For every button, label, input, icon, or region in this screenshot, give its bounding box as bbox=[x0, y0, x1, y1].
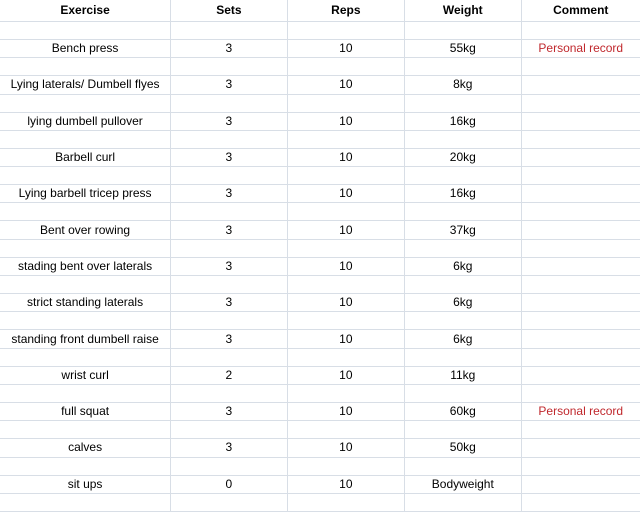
empty-cell-sets[interactable] bbox=[171, 130, 287, 148]
cell-sets[interactable]: 3 bbox=[171, 402, 287, 420]
cell-comment[interactable] bbox=[521, 366, 640, 384]
empty-cell-exercise[interactable] bbox=[0, 22, 171, 40]
empty-cell-reps[interactable] bbox=[287, 58, 404, 76]
empty-cell-weight[interactable] bbox=[405, 348, 521, 366]
table-row bbox=[0, 294, 640, 312]
cell-reps[interactable]: 10 bbox=[287, 40, 404, 58]
cell-comment[interactable] bbox=[521, 76, 640, 94]
cell-weight[interactable]: 8kg bbox=[405, 76, 521, 94]
empty-cell-comment[interactable] bbox=[521, 203, 640, 221]
empty-cell-reps[interactable] bbox=[287, 94, 404, 112]
cell-comment[interactable]: Personal record bbox=[521, 402, 640, 420]
table-row bbox=[0, 366, 640, 384]
cell-weight[interactable]: Bodyweight bbox=[405, 475, 521, 493]
empty-cell-sets[interactable] bbox=[171, 384, 287, 402]
empty-cell-comment[interactable] bbox=[521, 276, 640, 294]
table-row bbox=[0, 112, 640, 130]
empty-cell-weight[interactable] bbox=[405, 94, 521, 112]
empty-cell-reps[interactable] bbox=[287, 22, 404, 40]
cell-reps[interactable]: 10 bbox=[287, 148, 404, 166]
empty-row bbox=[0, 276, 640, 294]
empty-cell-comment[interactable] bbox=[521, 493, 640, 511]
empty-cell-comment[interactable] bbox=[521, 457, 640, 475]
cell-sets[interactable]: 2 bbox=[171, 366, 287, 384]
empty-row bbox=[0, 457, 640, 475]
empty-cell-sets[interactable] bbox=[171, 94, 287, 112]
cell-exercise[interactable]: full squat bbox=[0, 402, 171, 420]
cell-sets[interactable]: 3 bbox=[171, 221, 287, 239]
empty-cell-exercise[interactable] bbox=[0, 239, 171, 257]
cell-sets[interactable]: 3 bbox=[171, 257, 287, 275]
cell-exercise[interactable]: wrist curl bbox=[0, 366, 171, 384]
empty-row bbox=[0, 167, 640, 185]
cell-comment[interactable] bbox=[521, 112, 640, 130]
cell-sets[interactable]: 3 bbox=[171, 439, 287, 457]
empty-cell-sets[interactable] bbox=[171, 457, 287, 475]
table-row bbox=[0, 330, 640, 348]
cell-sets[interactable]: 3 bbox=[171, 40, 287, 58]
empty-row bbox=[0, 94, 640, 112]
empty-row bbox=[0, 203, 640, 221]
empty-cell-exercise[interactable] bbox=[0, 94, 171, 112]
table-row bbox=[0, 40, 640, 58]
cell-sets[interactable]: 3 bbox=[171, 76, 287, 94]
cell-reps[interactable]: 10 bbox=[287, 185, 404, 203]
empty-cell-comment[interactable] bbox=[521, 94, 640, 112]
empty-cell-weight[interactable] bbox=[405, 421, 521, 439]
cell-exercise[interactable]: stading bent over laterals bbox=[0, 257, 171, 275]
empty-cell-weight[interactable] bbox=[405, 239, 521, 257]
empty-cell-weight[interactable] bbox=[405, 384, 521, 402]
empty-cell-reps[interactable] bbox=[287, 203, 404, 221]
cell-comment[interactable]: Personal record bbox=[521, 40, 640, 58]
empty-cell-comment[interactable] bbox=[521, 22, 640, 40]
cell-comment[interactable] bbox=[521, 475, 640, 493]
cell-reps[interactable]: 10 bbox=[287, 112, 404, 130]
empty-cell-exercise[interactable] bbox=[0, 58, 171, 76]
table-row bbox=[0, 76, 640, 94]
cell-reps[interactable]: 10 bbox=[287, 330, 404, 348]
empty-cell-weight[interactable] bbox=[405, 22, 521, 40]
empty-cell-comment[interactable] bbox=[521, 348, 640, 366]
empty-row bbox=[0, 421, 640, 439]
empty-cell-reps[interactable] bbox=[287, 348, 404, 366]
cell-comment[interactable] bbox=[521, 330, 640, 348]
cell-sets[interactable]: 3 bbox=[171, 148, 287, 166]
empty-cell-exercise[interactable] bbox=[0, 312, 171, 330]
cell-exercise[interactable]: Lying barbell tricep press bbox=[0, 185, 171, 203]
cell-reps[interactable]: 10 bbox=[287, 402, 404, 420]
empty-cell-exercise[interactable] bbox=[0, 276, 171, 294]
cell-weight[interactable]: 6kg bbox=[405, 257, 521, 275]
empty-row bbox=[0, 493, 640, 511]
cell-exercise[interactable]: strict standing laterals bbox=[0, 294, 171, 312]
empty-row bbox=[0, 348, 640, 366]
cell-reps[interactable]: 10 bbox=[287, 439, 404, 457]
cell-weight[interactable]: 16kg bbox=[405, 112, 521, 130]
cell-weight[interactable]: 55kg bbox=[405, 40, 521, 58]
table-row bbox=[0, 221, 640, 239]
cell-exercise[interactable]: Lying laterals/ Dumbell flyes bbox=[0, 76, 171, 94]
header-row bbox=[0, 0, 640, 22]
cell-exercise[interactable]: Bench press bbox=[0, 40, 171, 58]
empty-cell-reps[interactable] bbox=[287, 276, 404, 294]
cell-sets[interactable]: 3 bbox=[171, 330, 287, 348]
empty-cell-exercise[interactable] bbox=[0, 384, 171, 402]
empty-cell-reps[interactable] bbox=[287, 312, 404, 330]
cell-reps[interactable]: 10 bbox=[287, 221, 404, 239]
empty-cell-comment[interactable] bbox=[521, 130, 640, 148]
empty-cell-weight[interactable] bbox=[405, 276, 521, 294]
empty-cell-reps[interactable] bbox=[287, 384, 404, 402]
empty-cell-weight[interactable] bbox=[405, 58, 521, 76]
header-cell-comment[interactable]: Comment bbox=[521, 0, 640, 22]
cell-reps[interactable]: 10 bbox=[287, 257, 404, 275]
empty-cell-exercise[interactable] bbox=[0, 167, 171, 185]
cell-weight[interactable]: 11kg bbox=[405, 366, 521, 384]
empty-cell-weight[interactable] bbox=[405, 493, 521, 511]
cell-comment[interactable] bbox=[521, 439, 640, 457]
cell-comment[interactable] bbox=[521, 294, 640, 312]
cell-comment[interactable] bbox=[521, 148, 640, 166]
header-cell-weight[interactable]: Weight bbox=[405, 0, 521, 22]
empty-cell-exercise[interactable] bbox=[0, 203, 171, 221]
table-row bbox=[0, 439, 640, 457]
empty-cell-sets[interactable] bbox=[171, 421, 287, 439]
empty-cell-comment[interactable] bbox=[521, 167, 640, 185]
table-row bbox=[0, 185, 640, 203]
empty-cell-sets[interactable] bbox=[171, 276, 287, 294]
empty-cell-exercise[interactable] bbox=[0, 130, 171, 148]
empty-cell-weight[interactable] bbox=[405, 203, 521, 221]
empty-cell-comment[interactable] bbox=[521, 312, 640, 330]
empty-cell-reps[interactable] bbox=[287, 167, 404, 185]
cell-exercise[interactable]: standing front dumbell raise bbox=[0, 330, 171, 348]
cell-exercise[interactable]: sit ups bbox=[0, 475, 171, 493]
empty-cell-weight[interactable] bbox=[405, 457, 521, 475]
empty-cell-sets[interactable] bbox=[171, 167, 287, 185]
cell-comment[interactable] bbox=[521, 185, 640, 203]
empty-cell-exercise[interactable] bbox=[0, 457, 171, 475]
empty-cell-sets[interactable] bbox=[171, 493, 287, 511]
cell-weight[interactable]: 6kg bbox=[405, 330, 521, 348]
empty-row bbox=[0, 22, 640, 40]
cell-sets[interactable]: 3 bbox=[171, 294, 287, 312]
cell-reps[interactable]: 10 bbox=[287, 366, 404, 384]
cell-reps[interactable]: 10 bbox=[287, 76, 404, 94]
empty-row bbox=[0, 130, 640, 148]
cell-weight[interactable]: 20kg bbox=[405, 148, 521, 166]
empty-cell-reps[interactable] bbox=[287, 457, 404, 475]
empty-cell-comment[interactable] bbox=[521, 421, 640, 439]
empty-cell-sets[interactable] bbox=[171, 58, 287, 76]
header-cell-exercise[interactable]: Exercise bbox=[0, 0, 171, 22]
table-row bbox=[0, 257, 640, 275]
empty-cell-reps[interactable] bbox=[287, 421, 404, 439]
cell-sets[interactable]: 0 bbox=[171, 475, 287, 493]
cell-sets[interactable]: 3 bbox=[171, 112, 287, 130]
cell-exercise[interactable]: lying dumbell pullover bbox=[0, 112, 171, 130]
cell-weight[interactable]: 37kg bbox=[405, 221, 521, 239]
cell-exercise[interactable]: Bent over rowing bbox=[0, 221, 171, 239]
cell-weight[interactable]: 6kg bbox=[405, 294, 521, 312]
empty-cell-comment[interactable] bbox=[521, 239, 640, 257]
header-cell-sets[interactable]: Sets bbox=[171, 0, 287, 22]
empty-cell-sets[interactable] bbox=[171, 203, 287, 221]
empty-cell-weight[interactable] bbox=[405, 312, 521, 330]
empty-cell-reps[interactable] bbox=[287, 239, 404, 257]
empty-row bbox=[0, 58, 640, 76]
empty-cell-comment[interactable] bbox=[521, 58, 640, 76]
cell-weight[interactable]: 16kg bbox=[405, 185, 521, 203]
empty-row bbox=[0, 312, 640, 330]
cell-reps[interactable]: 10 bbox=[287, 294, 404, 312]
empty-cell-sets[interactable] bbox=[171, 348, 287, 366]
empty-row bbox=[0, 384, 640, 402]
cell-comment[interactable] bbox=[521, 221, 640, 239]
table-row bbox=[0, 475, 640, 493]
table-row bbox=[0, 148, 640, 166]
cell-sets[interactable]: 3 bbox=[171, 185, 287, 203]
header-cell-reps[interactable]: Reps bbox=[287, 0, 404, 22]
table-row bbox=[0, 402, 640, 420]
cell-reps[interactable]: 10 bbox=[287, 475, 404, 493]
empty-cell-exercise[interactable] bbox=[0, 421, 171, 439]
cell-exercise[interactable]: calves bbox=[0, 439, 171, 457]
cell-weight[interactable]: 50kg bbox=[405, 439, 521, 457]
empty-cell-reps[interactable] bbox=[287, 130, 404, 148]
empty-cell-sets[interactable] bbox=[171, 22, 287, 40]
empty-cell-sets[interactable] bbox=[171, 312, 287, 330]
empty-cell-weight[interactable] bbox=[405, 130, 521, 148]
empty-cell-exercise[interactable] bbox=[0, 493, 171, 511]
empty-cell-exercise[interactable] bbox=[0, 348, 171, 366]
empty-cell-reps[interactable] bbox=[287, 493, 404, 511]
empty-cell-weight[interactable] bbox=[405, 167, 521, 185]
empty-cell-sets[interactable] bbox=[171, 239, 287, 257]
cell-weight[interactable]: 60kg bbox=[405, 402, 521, 420]
cell-comment[interactable] bbox=[521, 257, 640, 275]
cell-exercise[interactable]: Barbell curl bbox=[0, 148, 171, 166]
empty-row bbox=[0, 239, 640, 257]
empty-cell-comment[interactable] bbox=[521, 384, 640, 402]
